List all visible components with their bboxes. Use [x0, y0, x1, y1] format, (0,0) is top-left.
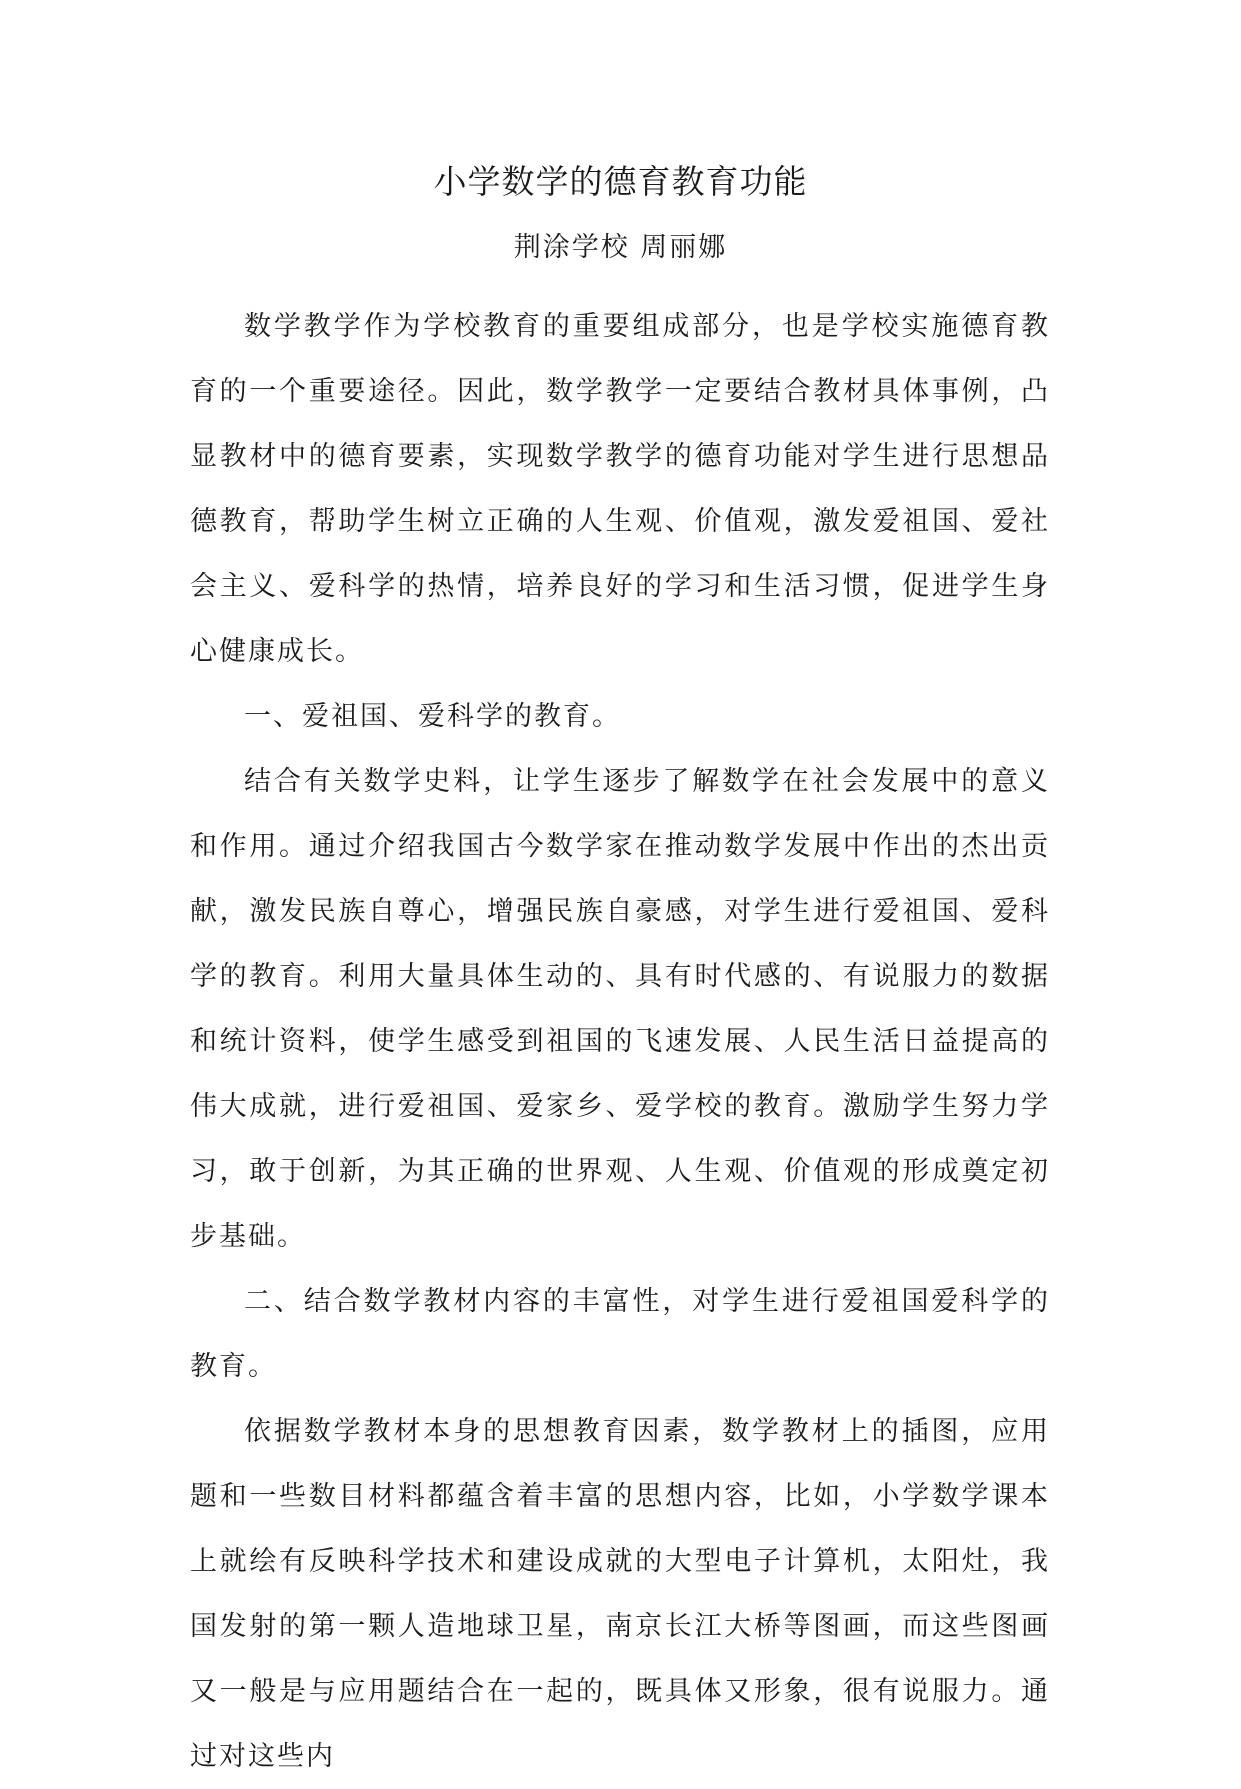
section-heading-1: 一、爱祖国、爱科学的教育。 — [244, 701, 621, 732]
author-line: 荆涂学校 周丽娜 — [513, 232, 728, 263]
paragraph-section-1: 结合有关数学史料，让学生逐步了解数学在社会发展中的意义和作用。通过介绍我国古今数学家在推动数学发展中作出的杰出贡献，激发民族自尊心，增强民族自豪感，对学生进行爱祖国、爱科学的教育。利用大量具体生动的、具有时代感的、有说服力的数据和统计资料，使学生感受到祖国的飞速发展、人民生活日益提高的伟大成就，进行爱祖国、爱家乡、爱学校的教育。激励学生努力学习，敢于创新，为其正确的世界观、人生观、价值观的形成奠定初步基础。 — [190, 766, 1050, 1252]
paragraph-section-2: 依据数学教材本身的思想教育因素，数学教材上的插图，应用题和一些数目材料都蕴含着丰富的思想内容，比如，小学数学课本上就绘有反映科学技术和建设成就的大型电子计算机，太阳灶，我国发射的第一颗人造地球卫星，南京长江大桥等图画，而这些图画又一般是与应用题结合在一起的，既具体又形象，很有说服力。通过对这些内 — [190, 1416, 1050, 1772]
section-heading-2: 二、结合数学教材内容的丰富性，对学生进行爱祖国爱科学的教育。 — [190, 1286, 1050, 1382]
document-body — [190, 294, 1050, 1789]
paragraph-intro: 数学教学作为学校教育的重要组成部分，也是学校实施德育教育的一个重要途径。因此，数学教学一定要结合教材具体事例，凸显教材中的德育要素，实现数学教学的德育功能对学生进行思想品德教育，帮助学生树立正确的人生观、价值观，激发爱祖国、爱社会主义、爱科学的热情，培养良好的学习和生活习惯，促进学生身心健康成长。 — [190, 311, 1050, 667]
document-title: 小学数学的德育教育功能 — [433, 162, 808, 201]
